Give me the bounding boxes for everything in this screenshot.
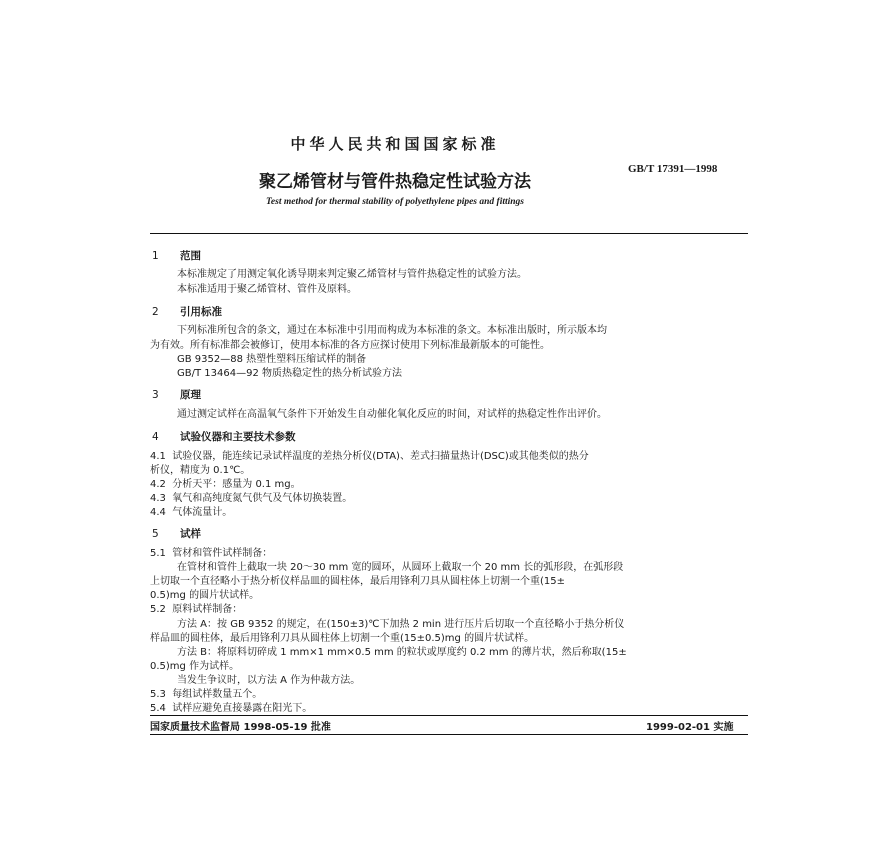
clause-title: 管材和管件试样制备： — [172, 548, 273, 559]
paragraph: 方法 A：按 GB 9352 的规定，在(150±3)℃下加热 2 min 进行压片后切取一个直径略小于热分析仪 — [177, 619, 625, 630]
paragraph: 本标准适用于聚乙烯管材、管件及原料。 — [177, 284, 357, 295]
clause-number: 4.1 — [150, 451, 166, 462]
paragraph: 下列标准所包含的条文，通过在本标准中引用而构成为本标准的条文。本标准出版时，所示版本均 — [177, 325, 607, 336]
clause-5-3 — [150, 688, 262, 702]
paragraph: 方法 B：将原料切碎成 1 mm×1 mm×0.5 mm 的粒状或厚度约 0.2 mm 的薄片状，然后称取(15± — [177, 647, 627, 658]
paragraph: 在管材和管件上截取一块 20～30 mm 宽的圆环，从圆环上截取一个 20 mm 长的弧形段，在弧形段 — [177, 562, 624, 573]
clause-number: 5.3 — [150, 689, 166, 700]
standard-code: GB/T 17391—1998 — [628, 163, 718, 175]
section-title: 试验仪器和主要技术参数 — [180, 431, 296, 443]
clause-text: 氧气和高纯度氮气供气及气体切换装置。 — [172, 493, 353, 504]
paragraph: 通过测定试样在高温氧气条件下开始发生自动催化氧化反应的时间，对试样的热稳定性作出评价。 — [177, 409, 607, 420]
section-number: 2 — [152, 306, 159, 318]
section-title: 原理 — [180, 389, 201, 401]
clause-4-4 — [150, 506, 232, 520]
section-number: 1 — [152, 250, 159, 262]
reference-item: GB/T 13464—92 物质热稳定性的热分析试验方法 — [177, 368, 402, 379]
approval-statement: 国家质量技术监督局 1998-05-19 批准 — [150, 722, 331, 733]
header-divider — [150, 233, 748, 234]
clause-text: 分析天平：感量为 0.1 mg。 — [172, 479, 301, 490]
footer-divider — [150, 715, 748, 716]
title-chinese: 聚乙烯管材与管件热稳定性试验方法 — [259, 172, 531, 192]
clause-number: 5.1 — [150, 548, 166, 559]
clause-4-3 — [150, 492, 352, 506]
paragraph: 当发生争议时，以方法 A 作为仲裁方法。 — [177, 675, 361, 686]
paragraph: 本标准规定了用测定氧化诱导期来判定聚乙烯管材与管件热稳定性的试验方法。 — [177, 269, 527, 280]
implementation-date: 1999-02-01 实施 — [646, 722, 734, 733]
title-english: Test method for thermal stability of polyethylene pipes and fittings — [266, 197, 524, 207]
standard-name: 中华人民共和国国家标准 — [290, 135, 500, 153]
section-3-heading — [152, 387, 201, 402]
section-number: 3 — [152, 389, 159, 401]
clause-text: 气体流量计。 — [172, 507, 233, 518]
clause-5-2 — [150, 603, 242, 617]
section-number: 5 — [152, 528, 159, 540]
section-title: 引用标准 — [180, 306, 222, 318]
clause-text: 每组试样数量五个。 — [172, 689, 263, 700]
clause-title: 原料试样制备： — [172, 604, 243, 615]
clause-4-2 — [150, 478, 301, 492]
clause-4-1 — [150, 450, 589, 464]
section-title: 试样 — [180, 528, 201, 540]
reference-item: GB 9352—88 热塑性塑料压缩试样的制备 — [177, 354, 367, 365]
section-5-heading — [152, 526, 201, 541]
footer-bottom-divider — [150, 734, 748, 735]
clause-5-1 — [150, 547, 272, 561]
clause-number: 5.4 — [150, 703, 166, 714]
clause-number: 4.3 — [150, 493, 166, 504]
section-4-heading — [152, 429, 296, 444]
clause-number: 5.2 — [150, 604, 166, 615]
section-2-heading — [152, 304, 222, 319]
clause-number: 4.2 — [150, 479, 166, 490]
paragraph: 样品皿的圆柱体，最后用锋利刀具从圆柱体上切割一个重(15±0.5)mg 的圆片状试样。 — [150, 633, 535, 644]
paragraph: 0.5)mg 作为试样。 — [150, 661, 240, 672]
section-title: 范围 — [180, 250, 201, 262]
paragraph: 0.5)mg 的圆片状试样。 — [150, 590, 260, 601]
clause-5-4 — [150, 702, 312, 716]
clause-text-continued: 析仪，精度为 0.1℃。 — [150, 465, 251, 476]
paragraph: 上切取一个直径略小于热分析仪样品皿的圆柱体，最后用锋利刀具从圆柱体上切割一个重(15± — [150, 576, 566, 587]
clause-number: 4.4 — [150, 507, 166, 518]
section-number: 4 — [152, 431, 159, 443]
clause-text: 试验仪器，能连续记录试样温度的差热分析仪(DTA)、差式扫描量热计(DSC)或其他类似的热分 — [172, 451, 589, 462]
clause-text: 试样应避免直接暴露在阳光下。 — [172, 703, 313, 714]
paragraph: 为有效。所有标准都会被修订，使用本标准的各方应探讨使用下列标准最新版本的可能性。 — [150, 340, 550, 351]
section-1-heading — [152, 248, 201, 263]
